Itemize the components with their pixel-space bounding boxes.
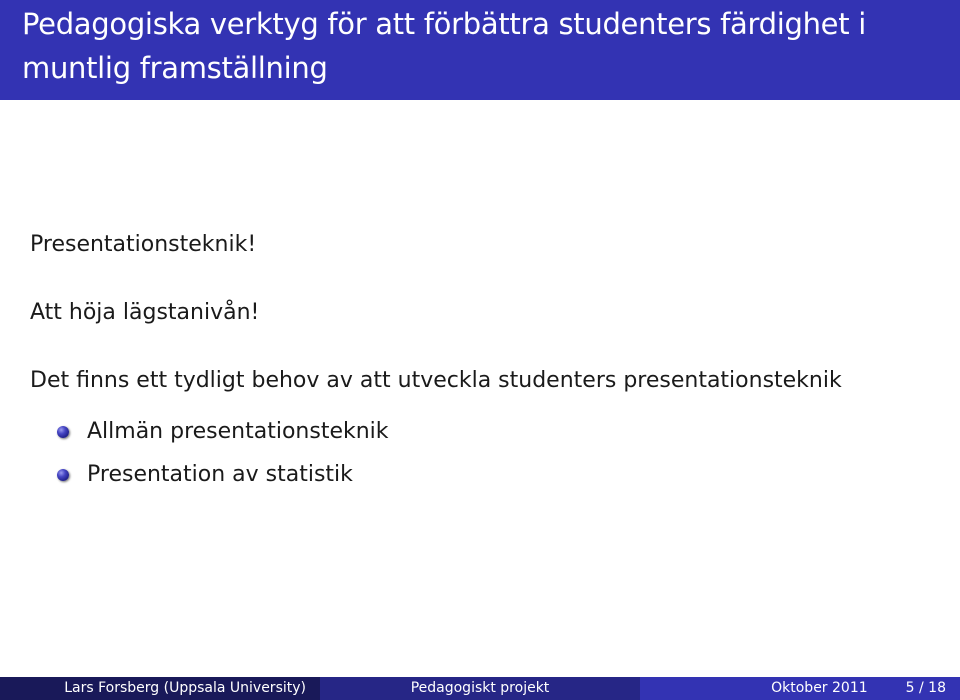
bullet-text: Presentation av statistik	[87, 462, 353, 487]
footer-title-text: Pedagogiskt projekt	[410, 680, 550, 696]
page-number: 5 / 18	[905, 680, 946, 696]
footer	[0, 677, 960, 700]
ball-bullet-icon	[57, 469, 69, 481]
footer-author-text: Lars Forsberg (Uppsala University)	[64, 680, 306, 696]
slide-title: Pedagogiska verktyg för att förbättra studenters färdighet i muntlig framställning	[22, 7, 866, 85]
paragraph-presentationsteknik: Presentationsteknik!	[30, 232, 257, 257]
footer-title	[320, 677, 640, 700]
footer-date-page	[640, 677, 960, 700]
title-bar	[0, 0, 960, 100]
paragraph-behov: Det finns ett tydligt behov av att utveckla studenters presentationsteknik	[30, 368, 842, 393]
footer-date: Oktober 2011	[771, 680, 868, 696]
bullet-text: Allmän presentationsteknik	[87, 419, 389, 444]
ball-bullet-icon	[57, 426, 69, 438]
paragraph-lagstaniva: Att höja lägstanivån!	[30, 300, 260, 325]
footer-author	[0, 677, 320, 700]
